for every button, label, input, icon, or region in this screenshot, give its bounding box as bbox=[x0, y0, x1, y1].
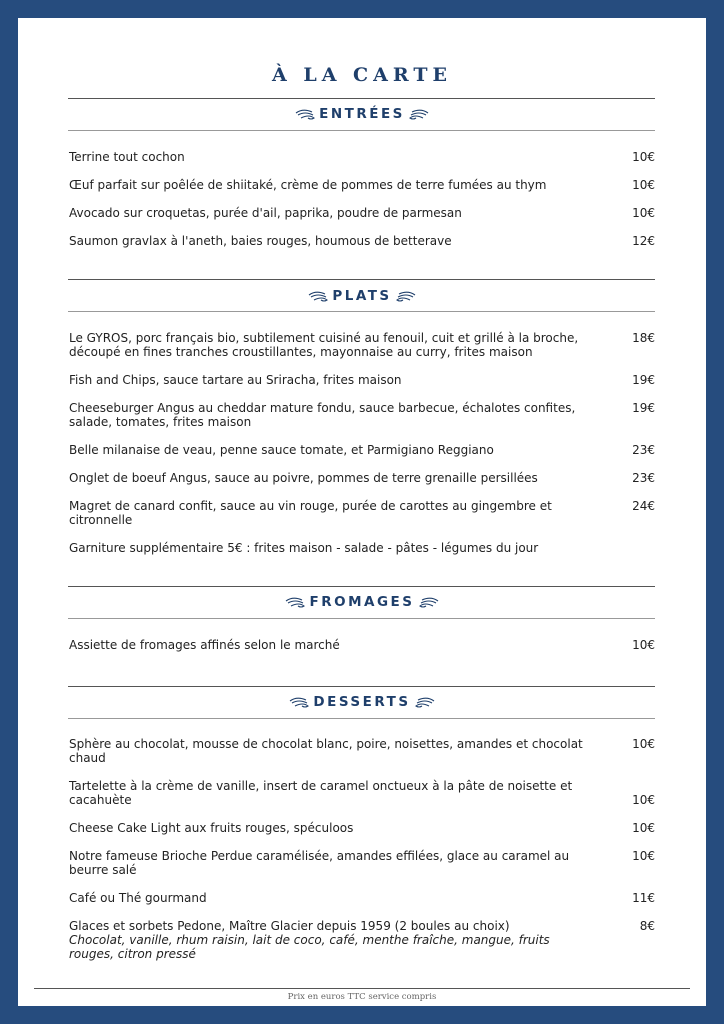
section-divider-top bbox=[68, 586, 655, 587]
ornament-left-icon bbox=[308, 290, 328, 302]
item-description: Cheese Cake Light aux fruits rouges, spéculoos bbox=[69, 821, 354, 835]
item-price: 10€ bbox=[632, 821, 655, 835]
ornament-right-icon bbox=[415, 696, 435, 708]
item-description: Sphère au chocolat, mousse de chocolat blanc, poire, noisettes, amandes et chocolat chaud bbox=[69, 737, 583, 765]
menu-item bbox=[69, 821, 589, 835]
item-description: Cheeseburger Angus au cheddar mature fondu, sauce barbecue, échalotes confites, salade, tomates, frites maison bbox=[69, 401, 576, 429]
menu-item bbox=[69, 178, 589, 192]
item-price: 10€ bbox=[632, 150, 655, 164]
item-price: 24€ bbox=[632, 499, 655, 513]
item-description: Œuf parfait sur poêlée de shiitaké, crème de pommes de terre fumées au thym bbox=[69, 178, 547, 192]
item-description: Saumon gravlax à l'aneth, baies rouges, houmous de betterave bbox=[69, 234, 452, 248]
menu-item bbox=[69, 401, 589, 429]
item-description: Magret de canard confit, sauce au vin rouge, purée de carottes au gingembre et citronnelle bbox=[69, 499, 552, 527]
item-flavours: Chocolat, vanille, rhum raisin, lait de coco, café, menthe fraîche, mangue, fruits rouges, citron pressé bbox=[69, 933, 550, 961]
item-description: Fish and Chips, sauce tartare au Sriracha, frites maison bbox=[69, 373, 402, 387]
item-description: Le GYROS, porc français bio, subtilement cuisiné au fenouil, cuit et grillé à la broche, découpé en fines tranches croustillantes, mayonnaise au curry, frites maison bbox=[69, 331, 579, 359]
footer-divider bbox=[34, 988, 690, 989]
item-description: Belle milanaise de veau, penne sauce tomate, et Parmigiano Reggiano bbox=[69, 443, 494, 457]
ornament-left-icon bbox=[285, 596, 305, 608]
section-divider-bottom bbox=[68, 311, 655, 312]
item-price: 18€ bbox=[632, 331, 655, 345]
item-price: 10€ bbox=[632, 638, 655, 652]
section-title: PLATS bbox=[332, 288, 392, 304]
menu-item bbox=[69, 206, 589, 220]
menu-item bbox=[69, 499, 589, 527]
ornament-right-icon bbox=[419, 596, 439, 608]
item-description: Café ou Thé gourmand bbox=[69, 891, 207, 905]
item-description: Assiette de fromages affinés selon le marché bbox=[69, 638, 340, 652]
section-heading bbox=[0, 287, 724, 305]
menu-item bbox=[69, 891, 589, 905]
item-price: 11€ bbox=[632, 891, 655, 905]
item-price: 23€ bbox=[632, 471, 655, 485]
section-heading bbox=[0, 105, 724, 123]
item-description: Notre fameuse Brioche Perdue caramélisée, amandes effilées, glace au caramel au beurre salé bbox=[69, 849, 570, 877]
item-description: Avocado sur croquetas, purée d'ail, paprika, poudre de parmesan bbox=[69, 206, 462, 220]
menu-item bbox=[69, 234, 589, 248]
item-price: 10€ bbox=[632, 849, 655, 863]
section-title: FROMAGES bbox=[309, 594, 415, 610]
menu-item bbox=[69, 919, 589, 961]
section-heading bbox=[0, 593, 724, 611]
section-divider-top bbox=[68, 686, 655, 687]
item-price: 19€ bbox=[632, 373, 655, 387]
footer-note: Prix en euros TTC service compris bbox=[287, 992, 437, 1002]
menu-item bbox=[69, 638, 589, 652]
section-title: DESSERTS bbox=[313, 694, 411, 710]
section-divider-top bbox=[68, 279, 655, 280]
section-title: ENTRÉES bbox=[319, 106, 405, 122]
menu-item bbox=[69, 541, 589, 555]
item-price: 8€ bbox=[639, 919, 655, 933]
item-price: 10€ bbox=[632, 178, 655, 192]
item-price: 12€ bbox=[632, 234, 655, 248]
section-heading bbox=[0, 693, 724, 711]
menu-item bbox=[69, 331, 589, 359]
section-divider-bottom bbox=[68, 130, 655, 131]
item-description: Garniture supplémentaire 5€ : frites maison - salade - pâtes - légumes du jour bbox=[69, 541, 539, 555]
ornament-right-icon bbox=[396, 290, 416, 302]
ornament-left-icon bbox=[289, 696, 309, 708]
menu-item bbox=[69, 471, 589, 485]
section-divider-bottom bbox=[68, 718, 655, 719]
section-divider-top bbox=[68, 98, 655, 99]
item-description: Onglet de boeuf Angus, sauce au poivre, pommes de terre grenaille persillées bbox=[69, 471, 538, 485]
item-price: 10€ bbox=[632, 206, 655, 220]
ornament-left-icon bbox=[295, 108, 315, 120]
menu-item bbox=[69, 150, 589, 164]
item-description: Tartelette à la crème de vanille, insert de caramel onctueux à la pâte de noisette et cacahuète bbox=[69, 779, 573, 807]
item-price: 23€ bbox=[632, 443, 655, 457]
item-price: 19€ bbox=[632, 401, 655, 415]
menu-item bbox=[69, 849, 589, 877]
menu-item bbox=[69, 443, 589, 457]
item-description: Terrine tout cochon bbox=[69, 150, 185, 164]
item-price: 10€ bbox=[632, 737, 655, 751]
page-title: À LA CARTE bbox=[271, 64, 452, 86]
item-description: Glaces et sorbets Pedone, Maître Glacier depuis 1959 (2 boules au choix) bbox=[69, 919, 510, 933]
item-price: 10€ bbox=[632, 793, 655, 807]
section-divider-bottom bbox=[68, 618, 655, 619]
menu-item bbox=[69, 737, 589, 765]
menu-item bbox=[69, 779, 589, 807]
menu-item bbox=[69, 373, 589, 387]
ornament-right-icon bbox=[409, 108, 429, 120]
